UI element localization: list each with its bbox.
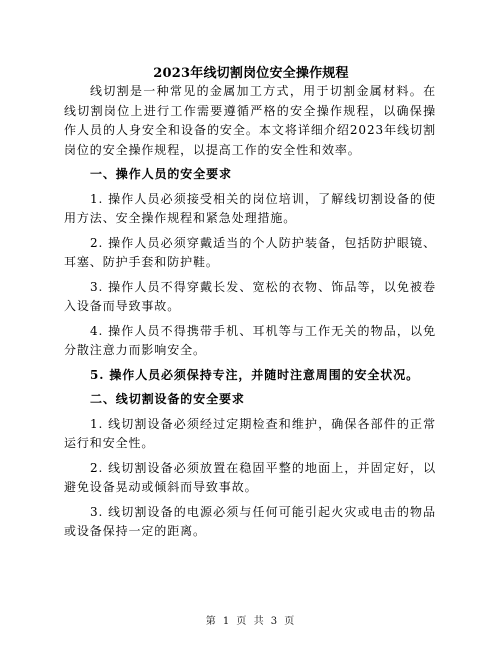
document-title: 2023年线切割岗位安全操作规程 [153, 66, 349, 81]
list-item: 4. 操作人员不得携带手机、耳机等与工作无关的物品，以免分散注意力而影响安全。 [64, 323, 436, 357]
document-body [64, 82, 436, 547]
list-item: 3. 操作人员不得穿戴长发、宽松的衣物、饰品等，以免被卷入设备而导致事故。 [64, 279, 436, 313]
list-item: 3. 线切割设备的电源必须与任何可能引起火灾或电击的物品或设备保持一定的距离。 [64, 504, 436, 538]
intro-paragraph: 线切割是一种常见的金属加工方式，用于切割金属材料。在线切割岗位上进行工作需要遵循严格的安全操作规程，以确保操作人员的人身安全和设备的安全。本文将详细介绍2023年线切割岗位的安全操作规程，以提高工作的安全性和效率。 [64, 84, 436, 157]
list-item: 1. 操作人员必须接受相关的岗位培训，了解线切割设备的使用方法、安全操作规程和紧急处理措施。 [64, 191, 436, 225]
list-item: 1. 线切割设备必须经过定期检查和维护，确保各部件的正常运行和安全性。 [64, 416, 436, 450]
section-heading-equipment-requirements: 二、线切割设备的安全要求 [90, 392, 245, 406]
section-heading-operator-requirements: 一、操作人员的安全要求 [90, 167, 232, 181]
list-item: 2. 操作人员必须穿戴适当的个人防护装备，包括防护眼镜、耳塞、防护手套和防护鞋。 [64, 235, 436, 269]
page-footer: 第 1 页 共 3 页 [205, 616, 297, 627]
list-item: 2. 线切割设备必须放置在稳固平整的地面上，并固定好，以避免设备晃动或倾斜而导致事故。 [64, 460, 436, 494]
list-item-bold: 5. 操作人员必须保持专注，并随时注意周围的安全状况。 [90, 367, 420, 382]
